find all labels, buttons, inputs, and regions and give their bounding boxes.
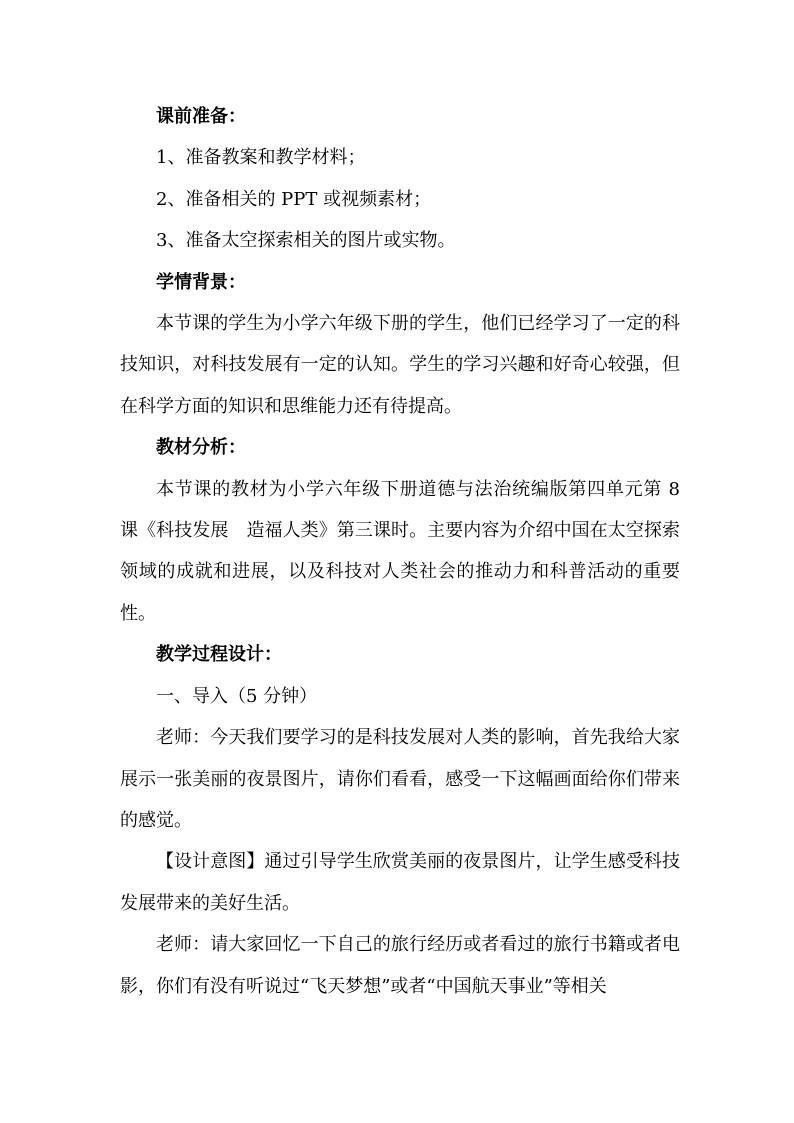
prep-heading: 课前准备：	[156, 106, 246, 127]
teacher-paragraph-2: 老师：请大家回忆一下自己的旅行经历或者看过的旅行书籍或者电影，你们有没有听说过“飞天梦想”或者“中国航天事业”等相关	[120, 934, 680, 997]
teacher-paragraph-1: 老师：今天我们要学习的是科技发展对人类的影响，首先我给大家展示一张美丽的夜景图片，请你们看看，感受一下这幅画面给你们带来的感觉。	[120, 727, 680, 831]
prep-item-3: 3、准备太空探索相关的图片或实物。	[156, 230, 456, 252]
analysis-heading: 教材分析：	[156, 437, 246, 459]
analysis-paragraph: 本节课的教材为小学六年级下册道德与法治统编版第四单元第 8 课《科技发展 造福人类》第三课时。主要内容为介绍中国在太空探索领域的成就和进展，以及科技对人类社会的推动力和科普活动的重要性。	[120, 478, 680, 624]
background-heading: 学情背景：	[156, 271, 246, 293]
step1-title: 一、导入（5 分钟）	[156, 685, 318, 707]
document-body	[120, 96, 680, 1007]
process-heading: 教学过程设计：	[156, 644, 282, 666]
background-paragraph: 本节课的学生为小学六年级下册的学生，他们已经学习了一定的科技知识，对科技发展有一定的认知。学生的学习兴趣和好奇心较强，但在科学方面的知识和思维能力还有待提高。	[120, 313, 680, 417]
design-intent-paragraph: 【设计意图】通过引导学生欣赏美丽的夜景图片，让学生感受科技发展带来的美好生活。	[120, 851, 680, 914]
prep-item-2: 2、准备相关的 PPT 或视频素材；	[156, 188, 432, 210]
prep-item-1: 1、准备教案和教学材料；	[156, 147, 366, 169]
